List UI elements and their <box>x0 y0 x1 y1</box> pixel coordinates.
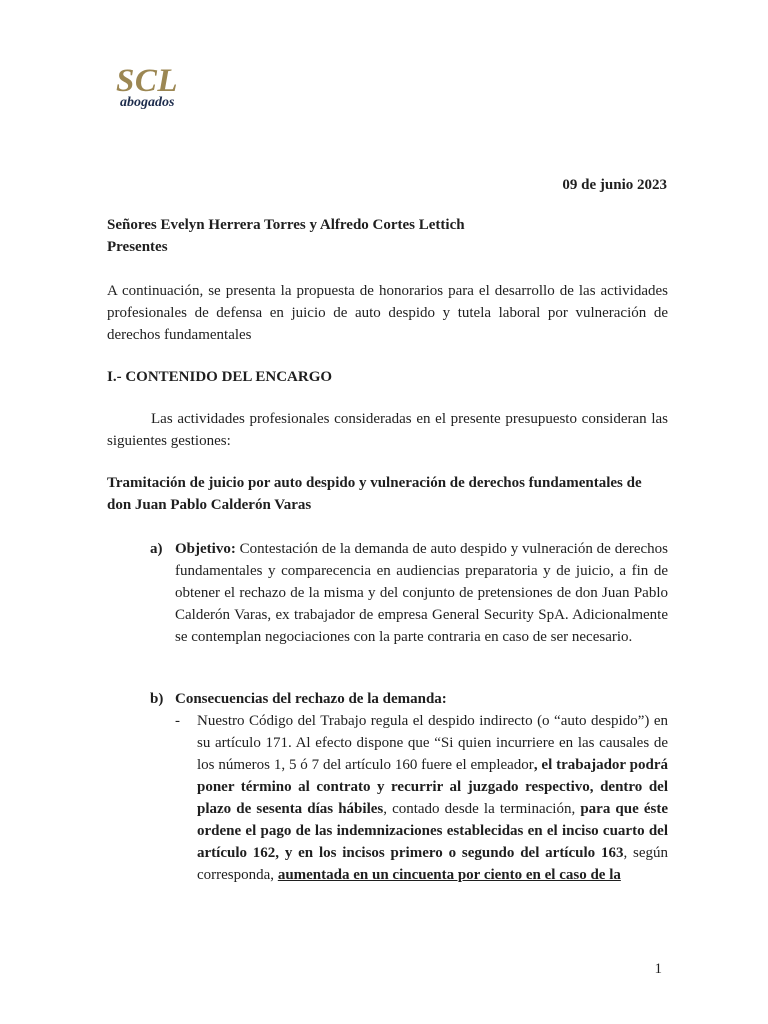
addressee-presentes: Presentes <box>107 239 168 255</box>
page-number: 1 <box>654 961 662 977</box>
dash-text-1: Nuestro Código del Trabajo regula el despido indirecto (o “auto despido”) en su artículo 171. Al efecto dispone que “Si quien incurriere en las causales de los números 1, 5 ó 7 del artículo 160 fuere el empleador <box>197 713 668 773</box>
item-objective-body <box>175 538 668 648</box>
firm-logo <box>116 63 196 110</box>
dash-bold-underline: aumentada en un cincuenta por ciento en el caso de la <box>277 867 621 883</box>
item-marker: b) <box>150 691 164 707</box>
logo-subtitle: abogados <box>120 95 175 110</box>
dash-text-3: , según corresponda, <box>197 845 668 883</box>
dash-bold-1: , el trabajador podrá poner término al contrato y recurrir al juzgado respectivo, dentro del plazo de sesenta días hábiles <box>197 757 668 817</box>
subject-heading: Tramitación de juicio por auto despido y vulneración de derechos fundamentales de don Juan Pablo Calderón Varas <box>107 475 642 513</box>
dash-bold-2: para que éste ordene el pago de las indemnizaciones establecidas en el inciso cuarto del artículo 162, y en los incisos primero o segundo del artículo 163 <box>197 801 668 861</box>
item-objective <box>150 538 668 648</box>
section-title: I.- CONTENIDO DEL ENCARGO <box>107 369 333 385</box>
dash-list-item <box>175 710 668 886</box>
dash-item-body <box>197 710 668 886</box>
item-objective-text: Contestación de la demanda de auto despido y vulneración de derechos fundamentales y comparecencia en audiencias preparatoria y de juicio, a fin de obtener el rechazo de la misma y del conjunto de pretensiones de don Juan Pablo Calderón Varas, ex trabajador de empresa General Security SpA. Adicionalmente se contemplan negociaciones con la parte contraria en caso de ser necesario. <box>175 541 668 645</box>
dash-marker: - <box>175 713 180 729</box>
dash-text-2: , contado desde la terminación, <box>383 801 581 817</box>
addressee-block <box>107 214 465 258</box>
intro-paragraph: A continuación, se presenta la propuesta de honorarios para el desarrollo de las actividades profesionales de defensa en juicio de auto despido y tutela laboral por vulneración de derechos fundamentales <box>107 283 668 343</box>
item-consequences <box>150 688 447 710</box>
item-marker: a) <box>150 541 163 557</box>
addressee-names: Señores Evelyn Herrera Torres y Alfredo Cortes Lettich <box>107 217 465 233</box>
activities-paragraph: Las actividades profesionales consideradas en el presente presupuesto consideran las siguientes gestiones: <box>107 411 668 449</box>
item-objective-label: Objetivo: <box>175 541 236 557</box>
item-consequences-label: Consecuencias del rechazo de la demanda: <box>175 691 447 707</box>
letter-date: 09 de junio 2023 <box>562 177 667 193</box>
logo-mark: SCL <box>116 63 179 99</box>
